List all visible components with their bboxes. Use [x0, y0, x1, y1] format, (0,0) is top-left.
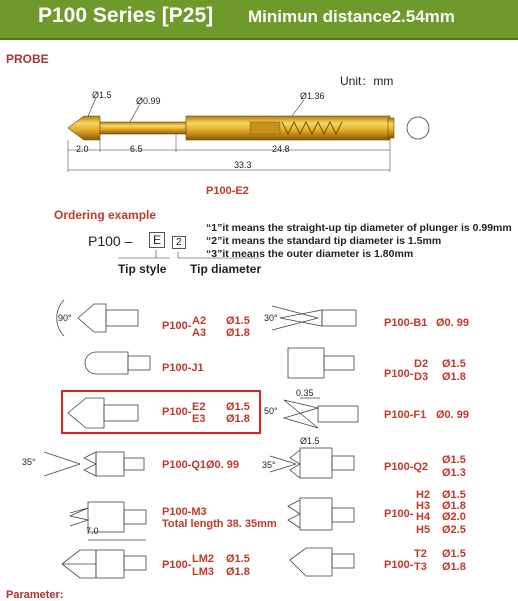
tip-f-prefix: P100-F1 — [384, 409, 427, 421]
tip-m-drawing — [70, 502, 146, 540]
tip-t-val-2: Ø1.8 — [442, 561, 466, 573]
tip-lm-prefix: P100- — [162, 559, 192, 571]
ordering-prefix: P100 – — [88, 233, 133, 249]
ordering-note-3: “3”it means the outer diameter is 1.80mm — [206, 248, 414, 260]
tip-q1-drawing — [44, 452, 144, 476]
tip-d-prefix: P100- — [384, 368, 414, 380]
tip-j-drawing — [85, 352, 150, 374]
dim-mid-length: 6.5 — [130, 144, 143, 154]
tip-j-prefix: P100-J1 — [162, 362, 204, 374]
tip-q1-angle: 35° — [22, 457, 36, 467]
tip-q2-val-2: Ø1.3 — [442, 467, 466, 479]
tip-b-angle: 30° — [264, 313, 278, 323]
tip-d-code-1: D2 — [414, 358, 429, 370]
tip-m-prefix: P100-M3 — [162, 506, 207, 518]
tip-a-angle: 90° — [58, 313, 72, 323]
tip-f-dim: 0.35 — [296, 388, 314, 398]
tip-h-val-3: Ø2.0 — [442, 511, 466, 523]
ordering-title: Ordering example — [54, 208, 157, 222]
tip-t-code-2: T3 — [414, 561, 427, 573]
tip-q2-prefix: P100-Q2 — [384, 461, 429, 473]
tip-m-dim: 7.0 — [86, 526, 99, 536]
tip-b-drawing — [272, 306, 356, 330]
tip-a-code-1: A2 — [192, 315, 207, 327]
tip-h-code-3: H4 — [416, 511, 431, 523]
tip-q2-angle: 35° — [262, 460, 276, 470]
tip-drawings — [0, 288, 518, 598]
ordering-box-diameter: 2 — [172, 236, 186, 249]
tip-e-code-2: E3 — [192, 413, 206, 425]
tip-d-drawing — [288, 348, 354, 378]
page-title: P100 Series [P25] — [38, 4, 214, 27]
section-parameter: Parameter: — [6, 589, 64, 601]
probe-model: P100-E2 — [206, 185, 249, 197]
ordering-note-2: “2”it means the standard tip diameter is 1.5mm — [206, 235, 442, 247]
tip-f-val: Ø0. 99 — [436, 409, 470, 421]
tip-h-code-2: H3 — [416, 500, 431, 512]
tip-lm-val-1: Ø1.5 — [226, 553, 250, 565]
tip-b-prefix: P100-B1 — [384, 317, 428, 329]
dim-tip-length: 2.0 — [76, 144, 89, 154]
dim-tip-diameter: Ø1.5 — [92, 90, 112, 100]
section-probe: PROBE — [6, 52, 49, 66]
probe-tip — [68, 116, 100, 140]
probe-end-view — [407, 117, 429, 139]
tip-q1-prefix: P100-Q1 — [162, 459, 207, 471]
dim-barrel-diameter: Ø1.36 — [300, 91, 325, 101]
tip-t-prefix: P100- — [384, 559, 414, 571]
tip-a-val-1: Ø1.5 — [226, 315, 250, 327]
tip-d-code-2: D3 — [414, 371, 429, 383]
tip-m-length: Total length 38. 35mm — [162, 518, 277, 530]
tip-lm-code-1: LM2 — [192, 553, 214, 565]
probe-barrel — [186, 116, 390, 140]
tip-a-code-2: A3 — [192, 327, 207, 339]
tip-q2-val-1: Ø1.5 — [442, 454, 466, 466]
tip-f-angle: 50° — [264, 406, 278, 416]
tip-h-val-4: Ø2.5 — [442, 524, 466, 536]
tip-t-drawing — [290, 548, 354, 576]
tip-a-val-2: Ø1.8 — [226, 327, 250, 339]
tip-t-val-1: Ø1.5 — [442, 548, 466, 560]
tip-lm-code-2: LM3 — [192, 566, 214, 578]
probe-plunger — [100, 122, 186, 134]
tip-e-val-2: Ø1.8 — [226, 413, 250, 425]
tip-b-val: Ø0. 99 — [436, 317, 470, 329]
tip-f-drawing — [284, 398, 358, 428]
ordering-tip-style: Tip style — [118, 262, 167, 276]
ordering-tip-diameter: Tip diameter — [190, 262, 262, 276]
tip-e-code-1: E2 — [192, 401, 206, 413]
tip-d-val-2: Ø1.8 — [442, 371, 466, 383]
tip-t-code-1: T2 — [414, 548, 427, 560]
tip-q1-val: Ø0. 99 — [206, 459, 240, 471]
tip-q2-dim: Ø1.5 — [300, 436, 320, 446]
unit-label: Unit：mm — [340, 74, 394, 88]
tip-h-code-1: H2 — [416, 489, 431, 501]
tip-d-val-1: Ø1.5 — [442, 358, 466, 370]
tip-h-code-4: H5 — [416, 524, 431, 536]
tip-h-prefix: P100- — [384, 508, 414, 520]
tip-h-val-1: Ø1.5 — [442, 489, 466, 501]
ordering-note-1: “1”it means the straight-up tip diameter of plunger is 0.99mm — [206, 222, 512, 234]
tip-q2-drawing — [270, 448, 354, 478]
dim-total-length: 33.3 — [234, 160, 252, 170]
dim-body-length: 24.8 — [272, 144, 290, 154]
tip-a-prefix: P100- — [162, 320, 192, 332]
tip-h-val-2: Ø1.8 — [442, 500, 466, 512]
page-subtitle: Minimun distance2.54mm — [248, 7, 455, 26]
tip-lm-drawing — [62, 550, 146, 578]
ordering-box-style: E — [149, 232, 165, 248]
tip-h-drawing — [288, 498, 354, 530]
tip-e-val-1: Ø1.5 — [226, 401, 250, 413]
tip-e-prefix: P100- — [162, 406, 192, 418]
dim-plunger-diameter: Ø0.99 — [136, 96, 161, 106]
tip-lm-val-2: Ø1.8 — [226, 566, 250, 578]
